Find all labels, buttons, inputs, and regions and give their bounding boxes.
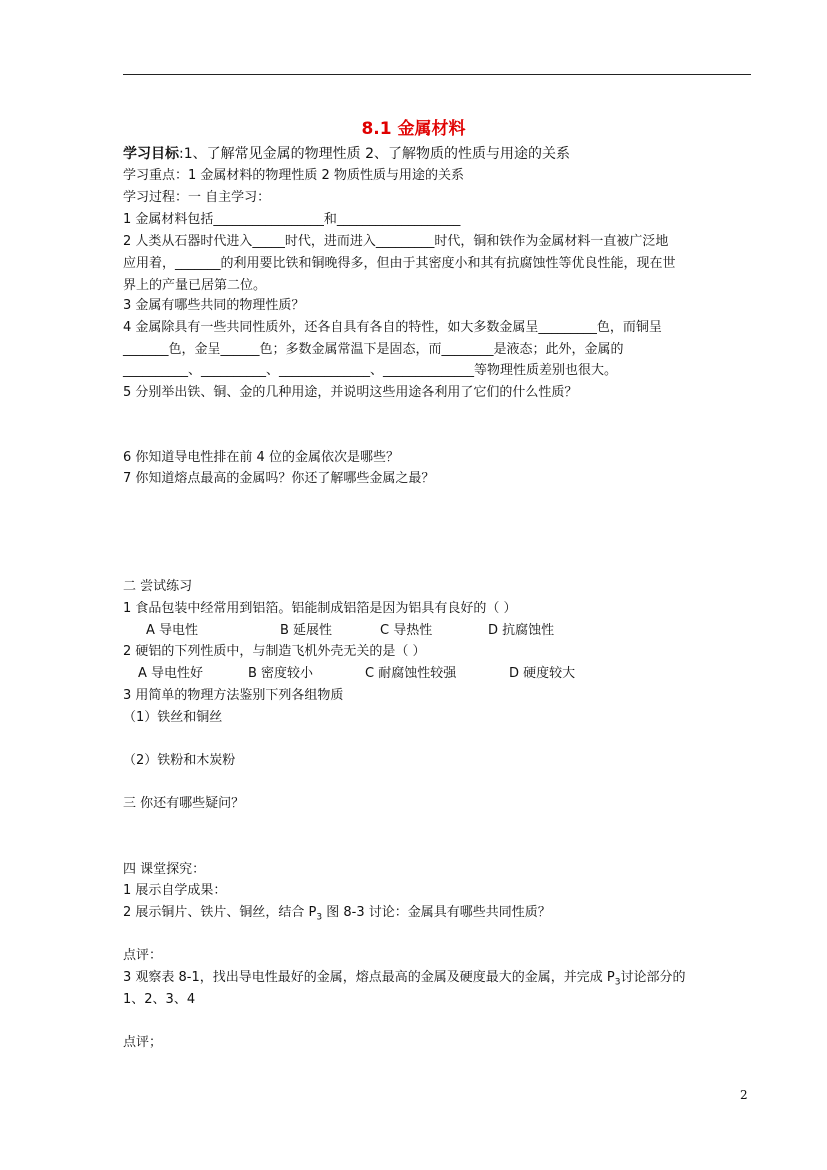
class-item-3-text: 3 观察表 8-1，找出导电性最好的金属，熔点最高的金属及硬度最大的金属，并完成 P	[123, 970, 615, 985]
class-item-2	[123, 904, 551, 927]
exercise-1-option-d: D 抗腐蚀性	[488, 623, 555, 638]
learning-process: 学习过程：一 自主学习：	[123, 190, 271, 205]
page-title: 8.1 金属材料	[361, 119, 466, 139]
class-item-3-text-end: 讨论部分的	[620, 970, 686, 985]
learning-goal	[123, 145, 570, 163]
question-2-line-2: 应用着，_______的利用要比铁和铜晚得多，但由于其密度小和其有抗腐蚀性等优良性能，现在世	[123, 256, 676, 271]
review-1: 点评：	[123, 948, 163, 963]
exercise-1: 1 食品包装中经常用到铝箔。铝能制成铝箔是因为铝具有良好的（ ）	[123, 601, 517, 616]
page-ref-subscript: 3	[316, 912, 323, 923]
exercise-3: 3 用简单的物理方法鉴别下列各组物质	[123, 688, 344, 703]
question-2-line-1: 2 人类从石器时代进入_____时代，进而进入_________时代，铜和铁作为金属材料一直被广泛地	[123, 234, 669, 249]
class-item-2-text: 2 展示铜片、铁片、铜丝，结合 P	[123, 905, 317, 920]
exercise-2: 2 硬铝的下列性质中，与制造飞机外壳无关的是（ ）	[123, 644, 426, 659]
learning-focus: 学习重点：1 金属材料的物理性质 2 物质性质与用途的关系	[123, 168, 464, 183]
exercise-2-option-d: D 硬度较大	[509, 666, 576, 681]
question-1: 1 金属材料包括_________________和___________________	[123, 212, 461, 227]
exercise-2-option-c: C 耐腐蚀性较强	[365, 666, 457, 681]
exercise-3-item-1: （1）铁丝和铜丝	[123, 710, 223, 725]
page-ref-subscript: 3	[614, 977, 621, 988]
exercise-3-item-2: （2）铁粉和木炭粉	[123, 753, 236, 768]
section-4-heading: 四 课堂探究：	[123, 862, 206, 877]
exercise-1-option-a: A 导电性	[146, 623, 199, 638]
section-2-heading: 二 尝试练习	[123, 579, 193, 594]
class-item-3-line-1	[123, 969, 686, 992]
class-item-1: 1 展示自学成果：	[123, 883, 227, 898]
question-2-line-3: 界上的产量已居第二位。	[123, 278, 267, 293]
question-7: 7 你知道熔点最高的金属吗？你还了解哪些金属之最？	[123, 471, 435, 486]
class-item-3-line-2: 1、2、3、4	[123, 992, 196, 1007]
exercise-2-option-a: A 导电性好	[138, 666, 204, 681]
question-3: 3 金属有哪些共同的物理性质？	[123, 298, 305, 313]
question-4-line-3: __________、__________、______________、______________等物理性质差别也很大。	[123, 363, 618, 378]
page-number: 2	[740, 1088, 748, 1102]
question-4-line-1: 4 金属除具有一些共同性质外，还各自具有各自的特性，如大多数金属呈_________色，而铜呈	[123, 320, 662, 335]
exercise-2-option-b: B 密度较小	[248, 666, 314, 681]
exercise-1-option-b: B 延展性	[280, 623, 333, 638]
header-rule	[123, 74, 751, 75]
learning-goal-text: :1、了解常见金属的物理性质 2、了解物质的性质与用途的关系	[179, 146, 570, 162]
review-2: 点评；	[123, 1035, 163, 1050]
question-5: 5 分别举出铁、铜、金的几种用途，并说明这些用途各利用了它们的什么性质？	[123, 385, 578, 400]
section-3-heading: 三 你还有哪些疑问？	[123, 796, 245, 811]
question-4-line-2: _______色，金呈______色；多数金属常温下是固态，而________是液态；此外，金属的	[123, 342, 624, 357]
learning-goal-label: 学习目标	[123, 146, 179, 162]
question-6: 6 你知道导电性排在前 4 位的金属依次是哪些？	[123, 450, 399, 465]
exercise-1-option-c: C 导热性	[380, 623, 433, 638]
class-item-2-text-end: 图 8-3 讨论：金属具有哪些共同性质？	[322, 905, 551, 920]
